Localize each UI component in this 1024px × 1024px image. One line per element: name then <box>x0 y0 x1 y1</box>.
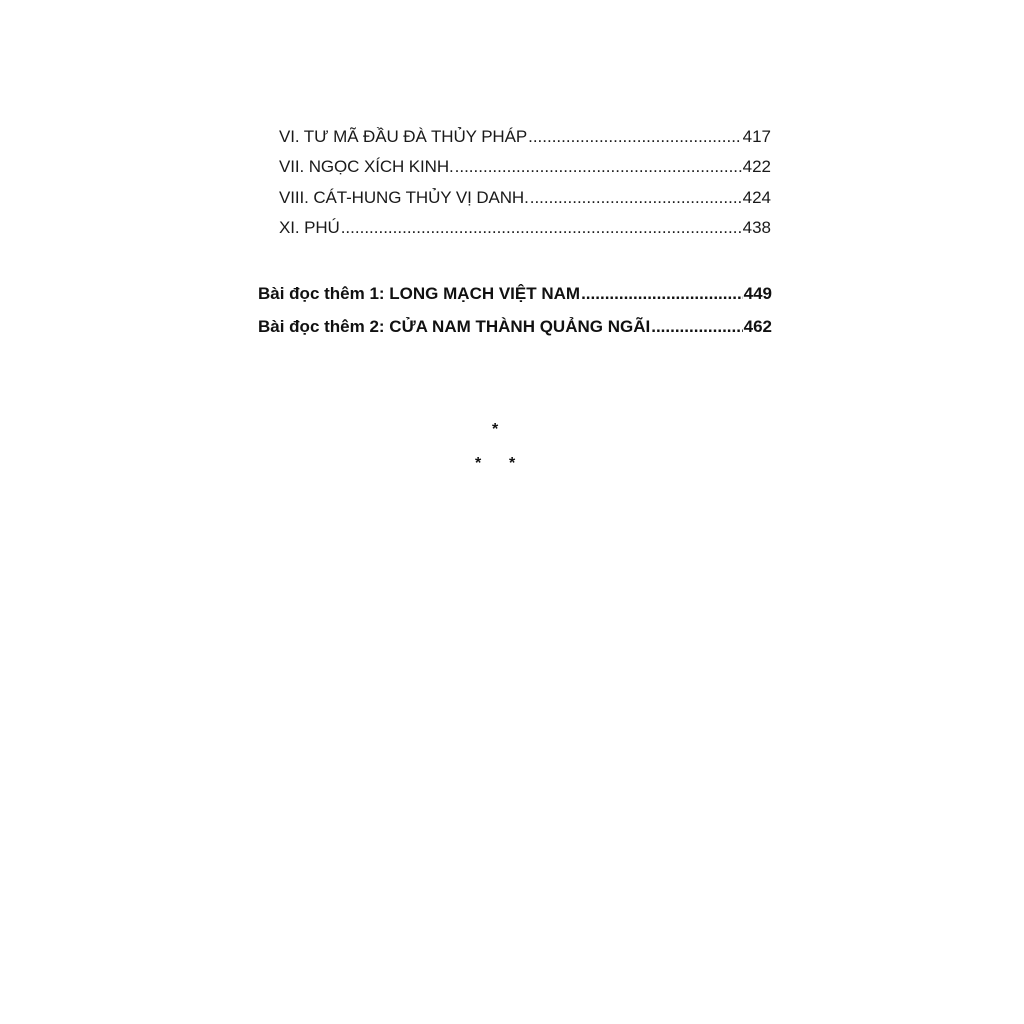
toc-extra-reading-2 <box>258 317 772 337</box>
toc-entry-title: XI. PHÚ <box>279 218 340 237</box>
dot-leader <box>651 317 742 337</box>
dot-leader <box>341 218 742 238</box>
toc-entry-title: VII. NGỌC XÍCH KINH. <box>279 157 454 176</box>
dot-leader <box>455 157 742 177</box>
dot-leader <box>581 284 743 304</box>
toc-entry-title: VI. TƯ MÃ ĐẦU ĐÀ THỦY PHÁP <box>279 127 528 146</box>
toc-entry-page: 438 <box>742 218 771 237</box>
toc-entry-vii <box>279 157 771 177</box>
dot-leader <box>528 127 742 147</box>
toc-entry-title: Bài đọc thêm 2: CỬA NAM THÀNH QUẢNG NGÃI <box>258 317 651 336</box>
toc-entry-title: Bài đọc thêm 1: LONG MẠCH VIỆT NAM <box>258 284 581 303</box>
asterisk-bottom-left: * <box>475 455 482 472</box>
toc-entry-xi <box>279 218 771 238</box>
toc-entry-page: 449 <box>743 284 772 303</box>
toc-entry-title: VIII. CÁT-HUNG THỦY VỊ DANH. <box>279 188 529 207</box>
toc-entry-page: 462 <box>743 317 772 336</box>
asterisk-top: * <box>492 421 499 438</box>
toc-entry-page: 417 <box>742 127 771 146</box>
toc-entry-page: 422 <box>742 157 771 176</box>
toc-extra-reading-1 <box>258 284 772 304</box>
asterisk-bottom-right: * <box>509 455 516 472</box>
toc-entry-page: 424 <box>742 188 771 207</box>
dot-leader <box>530 188 742 208</box>
toc-entry-viii <box>279 188 771 208</box>
toc-entry-vi <box>279 127 771 147</box>
